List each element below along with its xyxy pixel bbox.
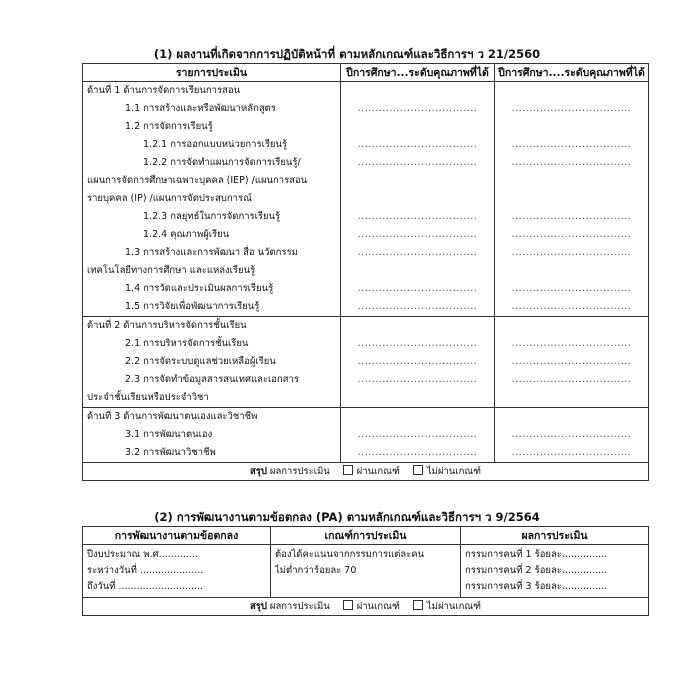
- from-date-line: ระหว่างวันที่ .....................: [87, 565, 204, 576]
- evaluation-item: ด้านที่ 1 ด้านการจัดการเรียนการสอน: [87, 85, 241, 96]
- score-blank: ..................................: [357, 103, 478, 114]
- fail-checkbox[interactable]: [413, 600, 423, 610]
- section1-summary: [83, 463, 649, 481]
- score-blank: ..................................: [511, 157, 632, 168]
- score-blank: ..................................: [511, 103, 632, 114]
- year-2-cell: [495, 317, 649, 408]
- summary-label: สรุป: [249, 466, 267, 477]
- pass-checkbox[interactable]: [343, 465, 353, 475]
- empty-line: [495, 82, 648, 100]
- committee-3-line: กรรมการคนที่ 3 ร้อยละ...............: [465, 581, 608, 592]
- empty-line: [341, 408, 494, 426]
- evaluation-item: 1.2.1 การออกแบบหน่วยการเรียนรู้: [143, 139, 288, 150]
- summary-label: สรุป: [249, 601, 267, 612]
- evaluation-item: 2.3 การจัดทำข้อมูลสารสนเทศและเอกสาร: [125, 374, 299, 385]
- evaluation-item: ด้านที่ 2 ด้านการบริหารจัดการชั้นเรียน: [87, 320, 247, 331]
- criteria-cell: [271, 545, 461, 598]
- evaluation-item: ด้านที่ 3 ด้านการพัฒนาตนเองและวิชาชีพ: [87, 411, 258, 422]
- score-blank: ..................................: [357, 429, 478, 440]
- evaluation-item: 1.1 การสร้างและหรือพัฒนาหลักสูตร: [125, 103, 276, 114]
- score-blank: ..................................: [357, 139, 478, 150]
- evaluation-item: 1.2.2 การจัดทำแผนการจัดการเรียนรู้/: [143, 157, 301, 168]
- evaluation-block: [83, 317, 649, 408]
- evaluation-item: แผนการจัดการศึกษาเฉพาะบุคคล (IEP) /แผนการสอน: [87, 175, 308, 186]
- score-blank: ..................................: [357, 157, 478, 168]
- empty-line: [341, 317, 494, 335]
- score-blank: ..................................: [511, 247, 632, 258]
- empty-line: [495, 389, 648, 407]
- evaluation-item: 1.3 การสร้างและการพัฒนา สื่อ นวัตกรรม: [125, 247, 298, 258]
- committee-2-line: กรรมการคนที่ 2 ร้อยละ...............: [465, 565, 608, 576]
- empty-line: [495, 317, 648, 335]
- evaluation-item: รายบุคคล (IP) /แผนการจัดประสบการณ์: [87, 193, 252, 204]
- fail-label: ไม่ผ่านเกณฑ์: [426, 466, 482, 477]
- empty-line: [495, 262, 648, 280]
- year-2-cell: [495, 408, 649, 463]
- section1-table: [82, 63, 649, 481]
- score-blank: ..................................: [511, 211, 632, 222]
- header-result: ผลการประเมิน: [461, 527, 649, 545]
- score-blank: ..................................: [511, 139, 632, 150]
- score-blank: ..................................: [357, 301, 478, 312]
- score-blank: ..................................: [511, 429, 632, 440]
- evaluation-items-cell: [83, 82, 341, 317]
- to-date-line: ถึงวันที่ ............................: [87, 581, 204, 592]
- empty-line: [495, 408, 648, 426]
- pa-period-cell: [83, 545, 271, 598]
- evaluation-block: [83, 408, 649, 463]
- score-blank: ..................................: [357, 247, 478, 258]
- header-year-2: ปีการศึกษา....ระดับคุณภาพที่ได้: [495, 64, 649, 82]
- score-blank: ..................................: [511, 447, 632, 458]
- header-criteria: เกณฑ์การประเมิน: [271, 527, 461, 545]
- section2-summary: [83, 598, 649, 616]
- score-blank: ..................................: [357, 356, 478, 367]
- evaluation-items-cell: [83, 408, 341, 463]
- empty-line: [341, 82, 494, 100]
- empty-line: [341, 172, 494, 190]
- fiscal-year-line: ปีงบประมาณ พ.ศ.............: [87, 549, 198, 560]
- empty-line: [495, 172, 648, 190]
- section1-title: (1) ผลงานที่เกิดจากการปฏิบัติหน้าที่ ตามหลักเกณฑ์และวิธีการฯ ว 21/2560: [153, 47, 541, 61]
- year-1-cell: [341, 317, 495, 408]
- evaluation-item: เทคโนโลยีทางการศึกษา และแหล่งเรียนรู้: [87, 265, 256, 276]
- header-year-1: ปีการศึกษา...ระดับคุณภาพที่ได้: [341, 64, 495, 82]
- score-blank: ..................................: [357, 229, 478, 240]
- year-2-cell: [495, 82, 649, 317]
- fail-checkbox[interactable]: [413, 465, 423, 475]
- evaluation-item: 2.1 การบริหารจัดการชั้นเรียน: [125, 338, 249, 349]
- score-blank: ..................................: [357, 283, 478, 294]
- section2-title: (2) การพัฒนางานตามข้อตกลง (PA) ตามหลักเกณฑ์และวิธีการฯ ว 9/2564: [154, 510, 540, 524]
- empty-line: [495, 190, 648, 208]
- header-pa-development: การพัฒนางานตามข้อตกลง: [83, 527, 271, 545]
- score-blank: ..................................: [357, 211, 478, 222]
- criteria-line-2: ไม่ต่ำกว่าร้อยละ 70: [275, 565, 357, 576]
- evaluation-item: 2.2 การจัดระบบดูแลช่วยเหลือผู้เรียน: [125, 356, 276, 367]
- evaluation-items-cell: [83, 317, 341, 408]
- pass-label: ผ่านเกณฑ์: [356, 466, 400, 477]
- empty-line: [341, 118, 494, 136]
- empty-line: [341, 389, 494, 407]
- evaluation-item: 1.4 การวัดและประเมินผลการเรียนรู้: [125, 283, 274, 294]
- fail-label: ไม่ผ่านเกณฑ์: [426, 601, 482, 612]
- score-blank: ..................................: [357, 447, 478, 458]
- header-evaluation-items: รายการประเมิน: [83, 64, 341, 82]
- score-blank: ..................................: [511, 229, 632, 240]
- year-1-cell: [341, 82, 495, 317]
- score-blank: ..................................: [511, 301, 632, 312]
- committee-1-line: กรรมการคนที่ 1 ร้อยละ...............: [465, 549, 608, 560]
- section2-table: [82, 526, 649, 616]
- score-blank: ..................................: [511, 374, 632, 385]
- summary-text: ผลการประเมิน: [269, 466, 330, 477]
- evaluation-block: [83, 82, 649, 317]
- pass-label: ผ่านเกณฑ์: [356, 601, 400, 612]
- score-blank: ..................................: [357, 374, 478, 385]
- criteria-line-1: ต้องได้คะแนนจากกรรมการแต่ละคน: [275, 549, 425, 560]
- empty-line: [495, 118, 648, 136]
- evaluation-item: 1.2.4 คุณภาพผู้เรียน: [143, 229, 230, 240]
- score-blank: ..................................: [357, 338, 478, 349]
- score-blank: ..................................: [511, 283, 632, 294]
- evaluation-item: 3.1 การพัฒนาตนเอง: [125, 429, 213, 440]
- score-blank: ..................................: [511, 356, 632, 367]
- summary-text: ผลการประเมิน: [269, 601, 330, 612]
- score-blank: ..................................: [511, 338, 632, 349]
- result-cell: [461, 545, 649, 598]
- evaluation-item: 1.2 การจัดการเรียนรู้: [125, 121, 213, 132]
- evaluation-item: 3.2 การพัฒนาวิชาชีพ: [125, 447, 216, 458]
- empty-line: [341, 262, 494, 280]
- year-1-cell: [341, 408, 495, 463]
- evaluation-item: ประจำชั้นเรียนหรือประจำวิชา: [87, 392, 209, 403]
- pass-checkbox[interactable]: [343, 600, 353, 610]
- evaluation-item: 1.2.3 กลยุทธ์ในการจัดการเรียนรู้: [143, 211, 281, 222]
- empty-line: [341, 190, 494, 208]
- evaluation-item: 1.5 การวิจัยเพื่อพัฒนาการเรียนรู้: [125, 301, 260, 312]
